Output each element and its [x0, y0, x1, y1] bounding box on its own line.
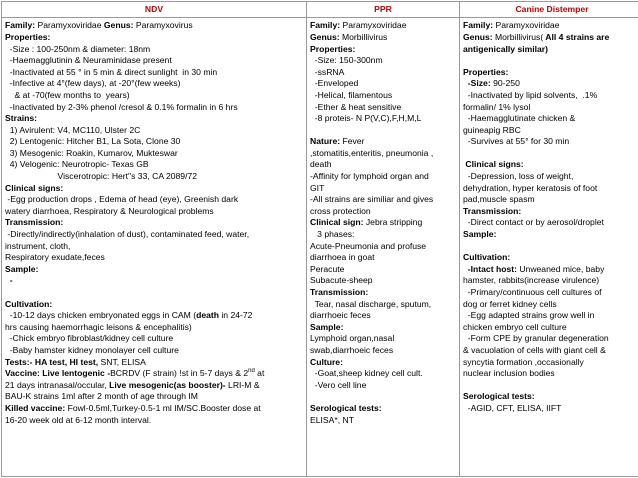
ndv-genus-value: Paramyxovirus [133, 20, 193, 31]
ppr-property: -ssRNA [310, 66, 345, 77]
cd-transmission-line: -Direct contact or by aerosol/droplet [463, 217, 604, 228]
ndv-strain: 3) Mesogenic: Roakin, Kumarov, Mukteswar [5, 147, 178, 158]
cd-intact-label: -Intact host: [463, 263, 517, 274]
ndv-vaccine-line2-pre: 21 days intranasal/occular, [5, 379, 110, 390]
ppr-culture-line: -Vero cell line [310, 379, 367, 390]
cd-clinical-line: dehydration, hyper keratosis of foot [463, 182, 598, 193]
cd-property: formalin/ 1% lysol [463, 101, 531, 112]
ppr-transmission-heading: Transmission: [310, 287, 369, 298]
ndv-tests-bold: HA test, HI test, [32, 356, 99, 367]
cd-property: -Survives at 55° for 30 min [463, 136, 570, 147]
ndv-content-cell [2, 18, 307, 477]
ndv-header: NDV [144, 4, 164, 14]
ndv-sample-dash: - [5, 275, 13, 286]
ndv-vaccine-line [5, 368, 303, 380]
spacer [463, 55, 638, 67]
cd-cultivation-heading: Cultivation: [463, 252, 511, 263]
ndv-cultivation-line: hrs causing haemorrhagic leisons & encephalitis) [5, 321, 192, 332]
cd-header: Canine Distemper [515, 4, 589, 14]
ppr-phase-line: Peracute [310, 263, 345, 274]
ppr-culture-line: -Goat,sheep kidney cell cult. [310, 368, 423, 379]
ndv-strain: 1) Avirulent: V4, MC110, Ulster 2C [5, 124, 141, 135]
cd-cultivation-line: -Form CPE by granular degeneration [463, 333, 609, 344]
cd-cultivation-line: & vacuolation of cells with giant cell & [463, 344, 606, 355]
ndv-properties-heading: Properties: [5, 31, 51, 42]
cd-cultivation-line: dog or ferret kidney cells [463, 298, 557, 309]
ndv-tests-label: Tests:- [5, 356, 33, 367]
spacer [310, 391, 456, 403]
ppr-header: PPR [374, 4, 392, 14]
ndv-vaccine-label: Vaccine: Live lentogenic - [5, 368, 111, 379]
ppr-affinity-line: -All strains are similiar and gives [310, 194, 434, 205]
ppr-nature-line: death [310, 159, 332, 170]
ppr-phase-line: 3 phases: [310, 229, 355, 240]
ndv-header-cell [2, 2, 307, 18]
ndv-killed-line [5, 403, 303, 415]
cd-intact-line2: hamster, rabbits(increase virulence) [463, 275, 600, 286]
cd-family-value: Paramyxoviridae [493, 20, 560, 31]
cd-cultivation-line: -Primary/continuous cell cultures of [463, 287, 602, 298]
cd-property: -Haemagglutinate chicken & [463, 113, 576, 124]
ndv-property: -Infective at 4°(few days), at -20°(few weeks) [5, 78, 181, 89]
cd-size-label: -Size: [463, 78, 491, 89]
ndv-sample-heading: Sample: [5, 263, 39, 274]
ppr-property: -8 proteis- N P(V,C),F,H,M,L [310, 113, 422, 124]
ppr-affinity-line: -Affinity for lymphoid organ and [310, 171, 429, 182]
cd-cultivation-line: -Egg adapted strains grow well in [463, 310, 595, 321]
ndv-family-line [5, 20, 303, 32]
ppr-genus-value: Morbillivirus [339, 31, 388, 42]
ppr-phase-line: Acute-Pneumonia and profuse [310, 240, 427, 251]
ndv-strains-heading: Strains: [5, 113, 37, 124]
ppr-sample-heading: Sample: [310, 321, 344, 332]
cd-serological-heading: Serological tests: [463, 391, 535, 402]
cd-genus-bold-line2: antigenically similar) [463, 43, 549, 54]
ndv-property: -Inactivated at 55 ° in 5 min & direct sunlight in 30 min [5, 66, 218, 77]
cd-cultivation-line: syncytia formation ,occasionally [463, 356, 584, 367]
ppr-content-cell [307, 18, 460, 477]
ppr-genus-label: Genus: [310, 31, 340, 42]
cd-header-cell [460, 2, 638, 18]
cd-genus-bold: All 4 strains are [543, 31, 610, 42]
cd-family-line [463, 20, 638, 32]
cd-property: -Inactivated by lipid solvents, .1% [463, 89, 598, 100]
cd-cultivation-line: nuclear inclusion bodies [463, 368, 555, 379]
cd-intact-rest: Unweaned mice, baby [516, 263, 605, 274]
cd-genus-line [463, 32, 638, 44]
ndv-cultivation-line1-post: in 24-72 [219, 310, 253, 321]
cd-family-label: Family: [463, 20, 494, 31]
ndv-clinical-line: watery diarrhoea, Respiratory & Neurological problems [5, 205, 214, 216]
ndv-clinical-line: -Egg production drops , Edema of head (eye), Greenish dark [5, 194, 239, 205]
ndv-vaccine-line2-bold: Live mesogenic(as booster)- [109, 379, 226, 390]
ppr-family-line [310, 20, 456, 32]
ppr-transmission-line: Tear, nasal discharge, sputum, [310, 298, 432, 309]
ndv-property: -Size : 100-250nm & diameter: 18nm [5, 43, 151, 54]
ndv-killed-rest: Fowl-0.5ml,Turkey-0.5-1 ml IM/SC.Booster dose at [65, 402, 261, 413]
ppr-property: -Enveloped [310, 78, 359, 89]
ndv-cultivation-line: -Chick embryo fibroblast/kidney cell culture [5, 333, 174, 344]
ndv-transmission-line: -Directly/indirectly(inhalation of dust), contaminated feed, water, [5, 229, 250, 240]
ppr-genus-line [310, 32, 456, 44]
ppr-family-label: Family: [310, 20, 341, 31]
cd-intact-line [463, 264, 638, 276]
cd-size-value: 90-250 [490, 78, 520, 89]
ppr-phase-line: Subacute-sheep [310, 275, 373, 286]
ppr-header-cell [307, 2, 460, 18]
ndv-vaccine-line2 [5, 380, 303, 392]
cd-clinical-heading: Clinical signs: [463, 159, 524, 170]
ndv-strain: 4) Velogenic: Neurotropic- Texas GB [5, 159, 149, 170]
ppr-transmission-line: diarrhoeic feces [310, 310, 371, 321]
ppr-property: -Ether & heat sensitive [310, 101, 402, 112]
cd-size-line [463, 78, 638, 90]
ppr-clinical-rest: Jebra stripping [363, 217, 423, 228]
ndv-vaccine-line2-post: LRI-M & [225, 379, 260, 390]
spacer [5, 287, 303, 299]
spacer [463, 241, 638, 253]
ndv-transmission-heading: Transmission: [5, 217, 64, 228]
ndv-tests-line [5, 357, 303, 369]
ndv-cultivation-line [5, 310, 303, 322]
cd-clinical-line: -Depression, loss of weight, [463, 171, 574, 182]
ndv-cultivation-line1-bold: death [196, 310, 219, 321]
ndv-cultivation-line: -Baby hamster kidney monolayer cell culture [5, 344, 179, 355]
ndv-property: -Haemagglutinin & Neuraminidase present [5, 55, 172, 66]
ndv-family-value: Paramyxoviridae [35, 20, 104, 31]
ndv-property: & at -70(few months to years) [5, 89, 130, 100]
cd-content-cell [460, 18, 638, 477]
ndv-genus-label: Genus: [103, 20, 134, 31]
cd-genus-label: Genus: [463, 31, 493, 42]
ppr-affinity-line: GIT [310, 182, 325, 193]
cd-serological-value: -AGID, CFT, ELISA, IIFT [463, 402, 562, 413]
spacer [463, 148, 638, 160]
ndv-transmission-line: instrument, cloth, [5, 240, 71, 251]
ndv-strain: Viscerotropic: Hert"s 33, CA 2089/72 [5, 171, 198, 182]
ndv-vaccine-mid1: BCRDV (F strain) !st in 5-7 days & 2 [110, 368, 249, 379]
ppr-nature-line: ,stomatitis,enteritis, pneumonia , [310, 147, 434, 158]
cd-sample-heading: Sample: [463, 229, 497, 240]
ndv-clinical-heading: Clinical signs: [5, 182, 64, 193]
comparison-table [1, 1, 638, 477]
ndv-vaccine-sup: nd [248, 368, 255, 375]
ndv-property: -Inactivated by 2-3% phenol /cresol & 0.1% formalin in 6 hrs [5, 101, 238, 112]
ndv-family-label: Family: [5, 20, 36, 31]
ppr-serological-heading: Serological tests: [310, 402, 382, 413]
ndv-transmission-line: Respiratory exudate,feces [5, 252, 105, 263]
ppr-clinical-line [310, 217, 456, 229]
ndv-cultivation-line1-pre: -10-12 days chicken embryonated eggs in CAM ( [5, 310, 197, 321]
cd-property: guineapig RBC [463, 124, 521, 135]
ppr-properties-heading: Properties: [310, 43, 356, 54]
ppr-clinical-label: Clinical sign: [310, 217, 364, 228]
ppr-sample-line: swab,diarrhoeic feces [310, 344, 394, 355]
ndv-cultivation-heading: Cultivation: [5, 298, 53, 309]
ppr-nature-label: Nature: [310, 136, 341, 147]
ndv-killed-line2: 16-20 week old at 6-12 month interval. [5, 414, 152, 425]
ppr-nature-line [310, 136, 456, 148]
cd-transmission-heading: Transmission: [463, 205, 522, 216]
ppr-affinity-line: cross protection [310, 205, 371, 216]
ppr-phase-line: diarrhoea in goat [310, 252, 375, 263]
ndv-strain: 2) Lentogenic: Hitcher B1, La Sota, Clone 30 [5, 136, 181, 147]
ppr-serological-value: ELISA*, NT [310, 414, 354, 425]
ppr-sample-line: Lymphoid organ,nasal [310, 333, 395, 344]
ppr-nature-value: Fever [340, 136, 365, 147]
ndv-tests-rest: SNT, ELISA [98, 356, 146, 367]
cd-genus-value: Morbillivirus( [492, 31, 544, 42]
ndv-vaccine-line3: BAU-K strains 1ml after 2 month of age through IM [5, 391, 198, 402]
cd-clinical-line: pad,muscle spasm [463, 194, 535, 205]
spacer [310, 125, 456, 137]
ppr-culture-heading: Culture: [310, 356, 343, 367]
ppr-property: -Size: 150-300nm [310, 55, 383, 66]
ndv-vaccine-mid2: at [254, 368, 265, 379]
ndv-killed-label: Killed vaccine: [5, 402, 66, 413]
cd-properties-heading: Properties: [463, 66, 509, 77]
spacer [463, 380, 638, 392]
ppr-property: -Helical, filamentous [310, 89, 393, 100]
cd-cultivation-line: chicken embryo cell culture [463, 321, 567, 332]
ppr-family-value: Paramyxoviridae [340, 20, 407, 31]
